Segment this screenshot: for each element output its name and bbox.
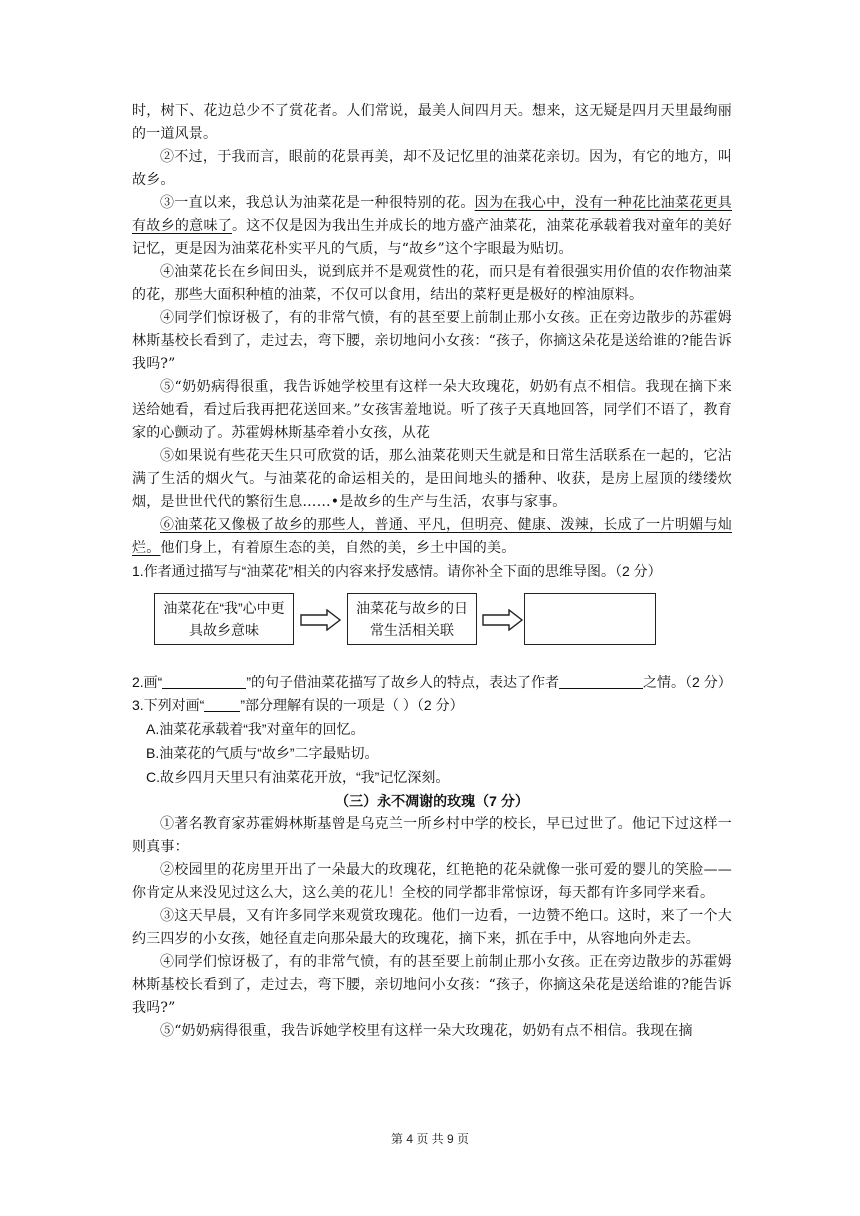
paragraph: ④同学们惊讶极了，有的非常气愤，有的甚至要上前制止那小女孩。正在旁边散步的苏霍姆林斯基校长看到了，走过去，弯下腰，亲切地问小女孩：“孩子，你摘这朵花是送给谁的?能告诉我吗?” bbox=[132, 954, 732, 1016]
text-span: 3.下列对画“ bbox=[132, 697, 205, 713]
option-a[interactable]: A.油菜花承载着“我”对童年的回忆。 bbox=[146, 721, 365, 737]
mind-map-box-3-blank[interactable] bbox=[524, 593, 656, 645]
paragraph: ⑤“奶奶病得很重，我告诉她学校里有这样一朵大玫瑰花，奶奶有点不相信。我现在摘 bbox=[160, 1023, 693, 1039]
paragraph bbox=[132, 514, 732, 560]
answer-blank[interactable] bbox=[162, 674, 246, 689]
text-span: ”的句子借油菜花描写了故乡人的特点，表达了作者 bbox=[246, 674, 560, 690]
paragraph: ④同学们惊讶极了，有的非常气愤，有的甚至要上前制止那小女孩。正在旁边散步的苏霍姆林斯基校长看到了，走过去，弯下腰，亲切地问小女孩：“孩子，你摘这朵花是送给谁的?能告诉我吗?” bbox=[132, 310, 732, 372]
arrow-right-icon bbox=[482, 609, 524, 631]
mind-map-box-1: 油菜花在“我”心中更具故乡意味 bbox=[154, 593, 294, 645]
underlined-sentence: 因为在我心中，没有一种花比油菜花更具有故乡的意味了 bbox=[132, 195, 732, 234]
paragraph: ②不过，于我而言，眼前的花景再美，却不及记忆里的油菜花亲切。因为，有它的地方，叫故乡。 bbox=[132, 149, 732, 188]
arrow-right-icon bbox=[300, 609, 342, 631]
answer-blank[interactable] bbox=[559, 674, 643, 689]
section-title: （三）永不凋谢的玫瑰（7 分） bbox=[335, 793, 529, 809]
text-span: ③一直以来，我总认为油菜花是一种很特别的花。 bbox=[160, 195, 475, 211]
mind-map-box-2: 油菜花与故乡的日常生活相关联 bbox=[347, 593, 477, 645]
question-1: 1.作者通过描写与“油菜花”相关的内容来抒发感情。请你补全下面的思维导图。（2 分） bbox=[132, 563, 662, 579]
question-3 bbox=[132, 694, 732, 717]
text-span: 他们身上，有着原生态的美，自然的美，乡土中国的美。 bbox=[160, 540, 516, 556]
paragraph: ①著名教育家苏霍姆林斯基曾是乌克兰一所乡村中学的校长，早已过世了。他记下过这样一则真事： bbox=[132, 816, 732, 855]
mind-map bbox=[132, 589, 732, 661]
question-2 bbox=[132, 671, 732, 694]
paragraph: ③这天早晨，又有许多同学来观赏玫瑰花。他们一边看，一边赞不绝口。这时，来了一个大约三四岁的小女孩，她径直走向那朵最大的玫瑰花，摘下来，抓在手中，从容地向外走去。 bbox=[132, 908, 732, 947]
text-span: ”部分理解有误的一项是（ ）（2 分） bbox=[240, 697, 464, 713]
paragraph: ②校园里的花房里开出了一朵最大的玫瑰花，红艳艳的花朵就像一张可爱的婴儿的笑脸——你肯定从来没见过这么大，这么美的花儿！全校的同学都非常惊讶，每天都有许多同学来看。 bbox=[132, 862, 732, 901]
paragraph: 时，树下、花边总少不了赏花者。人们常说，最美人间四月天。想来，这无疑是四月天里最绚丽的一道风景。 bbox=[132, 103, 732, 142]
text-span: 2.画“ bbox=[132, 674, 163, 690]
paragraph: ⑤如果说有些花天生只可欣赏的话，那么油菜花则天生就是和日常生活联系在一起的，它沾满了生活的烟火气。与油菜花的命运相关的，是田间地头的播种、收获，是房上屋顶的缕缕炊烟，是世世代代的繁衍生息……•是故乡的生产与生活，农事与家事。 bbox=[132, 448, 732, 510]
option-b[interactable]: B.油菜花的气质与“故乡”二字最贴切。 bbox=[146, 745, 379, 761]
paragraph: ⑤“奶奶病得很重，我告诉她学校里有这样一朵大玫瑰花，奶奶有点不相信。我现在摘下来送给她看，看过后我再把花送回来。”女孩害羞地说。听了孩子天真地回答，同学们不语了，教育家的心颤动了。苏霍姆林斯基牵着小女孩，从花 bbox=[132, 379, 732, 441]
document-page bbox=[132, 100, 732, 1043]
option-c[interactable]: C.故乡四月天里只有油菜花开放，“我”记忆深刻。 bbox=[146, 769, 450, 785]
paragraph: ④油菜花长在乡间田头，说到底并不是观赏性的花，而只是有着很强实用价值的农作物油菜的花，那些大面积种植的油菜，不仅可以食用，结出的菜籽更是极好的榨油原料。 bbox=[132, 264, 732, 303]
answer-blank bbox=[204, 697, 240, 712]
text-span: 之情。（2 分） bbox=[643, 674, 732, 690]
paragraph bbox=[132, 192, 732, 261]
page-number-footer: 第 4 页 共 9 页 bbox=[390, 1132, 470, 1146]
underlined-sentence: ⑥油菜花又像极了故乡的那些人，普通、平凡，但明亮、健康、泼辣，长成了一片明媚与灿烂。 bbox=[132, 517, 732, 556]
text-span: 。这不仅是因为我出生并成长的地方盛产油菜花，油菜花承载着我对童年的美好记忆，更是因为油菜花朴实平凡的气质，与“故乡”这个字眼最为贴切。 bbox=[132, 218, 732, 257]
